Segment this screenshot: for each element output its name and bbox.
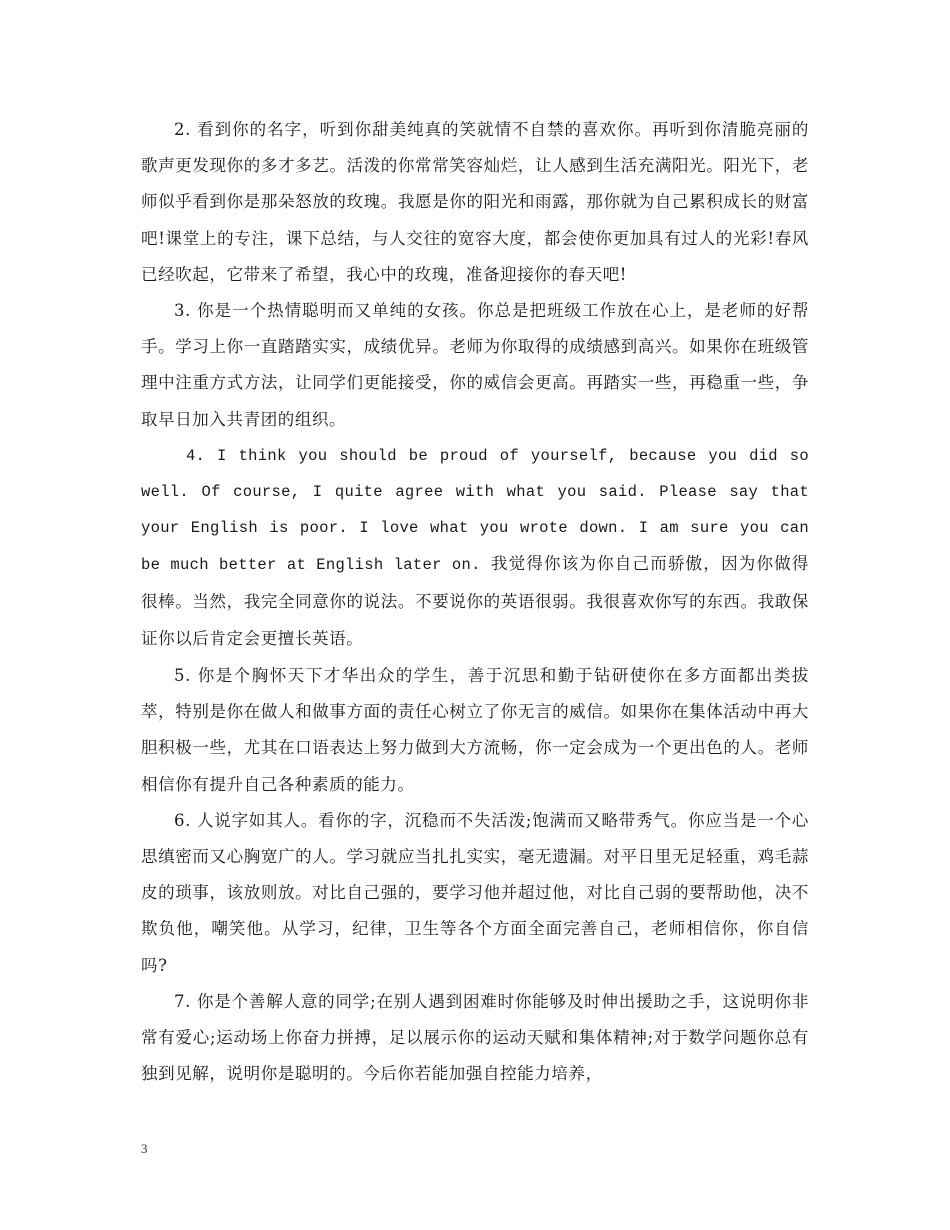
paragraph-6: 6. 人说字如其人。看你的字，沉稳而不失活泼;饱满而又略带秀气。你应当是一个心思缜密而又心胸宽广的人。学习就应当扎扎实实，毫无遗漏。对平日里无足轻重，鸡毛蒜皮的琐事，该放则放。对比自己强的，要学习他并超过他，对比自己弱的要帮助他，决不欺负他，嘲笑他。从学习，纪律，卫生等各个方面全面完善自己，老师相信你，你自信吗? — [141, 810, 809, 975]
paragraph-3: 3. 你是一个热情聪明而又单纯的女孩。你总是把班级工作放在心上，是老师的好帮手。学习上你一直踏踏实实，成绩优异。老师为你取得的成绩感到高兴。如果你在班级管理中注重方式方法，让同学们更能接受，你的威信会更高。再踏实一些，再稳重一些，争取早日加入共青团的组织。 — [141, 301, 809, 429]
paragraph-4-english: 4. I think you should be proud of yourself, because you did so well. Of course, I quite agree with what you said. Please say that your English is poor. I love what you wrote down. I am sure you can be much better at English later on. — [141, 446, 809, 575]
paragraph-7: 7. 你是个善解人意的同学;在别人遇到困难时你能够及时伸出援助之手，这说明你非常有爱心;运动场上你奋力拼搏，足以展示你的运动天赋和集体精神;对于数学问题你总有独到见解，说明你是聪明的。今后你若能加强自控能力培养， — [141, 991, 809, 1084]
paragraph-4 — [141, 438, 809, 658]
paragraph-4-chinese: 我觉得你该为你自己而骄傲，因为你做得很棒。当然，我完全同意你的说法。不要说你的英语很弱。我很喜欢你写的东西。我敢保证你以后肯定会更擅长英语。 — [141, 554, 809, 648]
paragraph-5: 5. 你是个胸怀天下才华出众的学生，善于沉思和勤于钻研使你在多方面都出类拔萃，特别是你在做人和做事方面的责任心树立了你无言的威信。如果你在集体活动中再大胆积极一些，尤其在口语表达上努力做到大方流畅，你一定会成为一个更出色的人。老师相信你有提升自己各种素质的能力。 — [141, 666, 809, 794]
paragraph-2: 2. 看到你的名字，听到你甜美纯真的笑就情不自禁的喜欢你。再听到你清脆亮丽的歌声更发现你的多才多艺。活泼的你常常笑容灿烂，让人感到生活充满阳光。阳光下，老师似乎看到你是那朵怒放的玫瑰。我愿是你的阳光和雨露，那你就为自己累积成长的财富吧!课堂上的专注，课下总结，与人交往的宽容大度，都会使你更加具有过人的光彩!春风已经吹起，它带来了希望，我心中的玫瑰，准备迎接你的春天吧! — [141, 120, 809, 284]
document-body — [141, 112, 809, 1092]
page-number: 3 — [141, 1141, 148, 1156]
